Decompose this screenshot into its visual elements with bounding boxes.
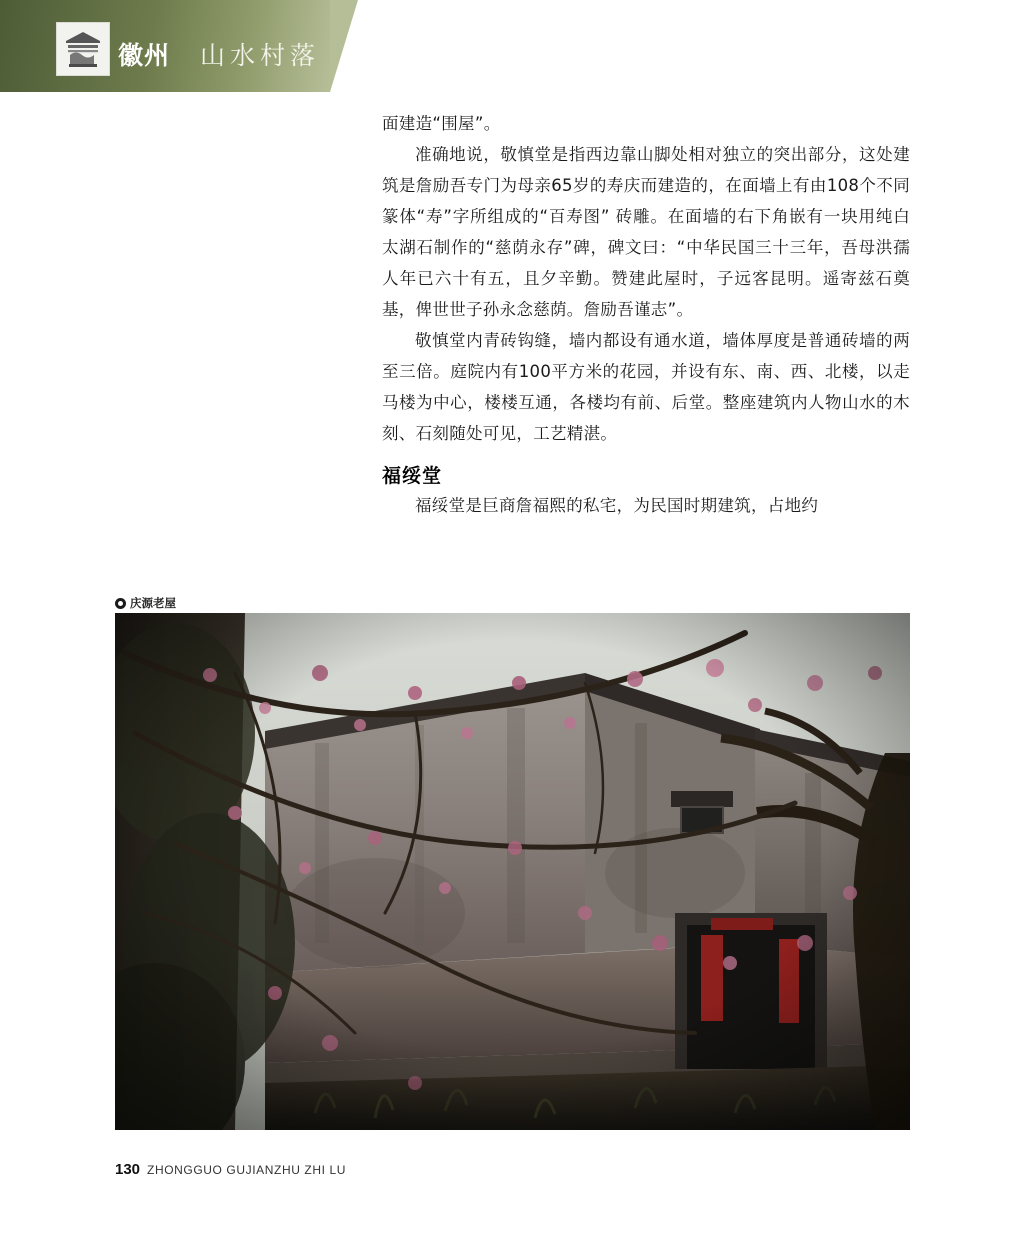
- section-heading: 福绥堂: [382, 465, 443, 487]
- paragraph-1: 准确地说，敬慎堂是指西边靠山脚处相对独立的突出部分，这处建筑是詹励吾专门为母亲65岁的寿庆而建造的，在面墙上有由108个不同篆体“寿”字所组成的“百寿图” 砖雕。在面墙的右下角嵌有一块用纯白太湖石制作的“慈荫永存”碑，碑文曰：“中华民国三十三年，吾母洪孺人年已六十有五，且夕辛勤。赞建此屋时，子远客昆明。遥寄兹石奠基，俾世世子孙永念慈荫。詹励吾谨志”。: [382, 145, 910, 319]
- page-number: 130: [115, 1161, 141, 1178]
- figure-photo: [115, 613, 910, 1130]
- figure-caption: [115, 595, 176, 611]
- header-corner-accent: [330, 0, 358, 92]
- figure-caption-text: 庆源老屋: [130, 596, 176, 610]
- bullet-marker-icon: [115, 598, 126, 609]
- paragraph-2: 敬慎堂内青砖钩缝，墙内都设有通水道，墙体厚度是普通砖墙的两至三倍。庭院内有100平方米的花园，并设有东、南、西、北楼，以走马楼为中心，楼楼互通，各楼均有前、后堂。整座建筑内人物山水的木刻、石刻随处可见，工艺精湛。: [382, 331, 910, 443]
- page-header: [0, 0, 358, 92]
- paragraph-0: 面建造“围屋”。: [382, 114, 501, 133]
- article-text-column: [382, 108, 910, 521]
- header-title: 徽州: [118, 41, 171, 70]
- traditional-house-icon: [56, 22, 110, 76]
- running-title: ZHONGGUO GUJIANZHU ZHI LU: [147, 1163, 347, 1177]
- header-subtitle: 山水村落: [200, 41, 321, 70]
- section-paragraph: 福绥堂是巨商詹福熙的私宅，为民国时期建筑，占地约: [415, 496, 819, 515]
- page-footer: [115, 1161, 346, 1178]
